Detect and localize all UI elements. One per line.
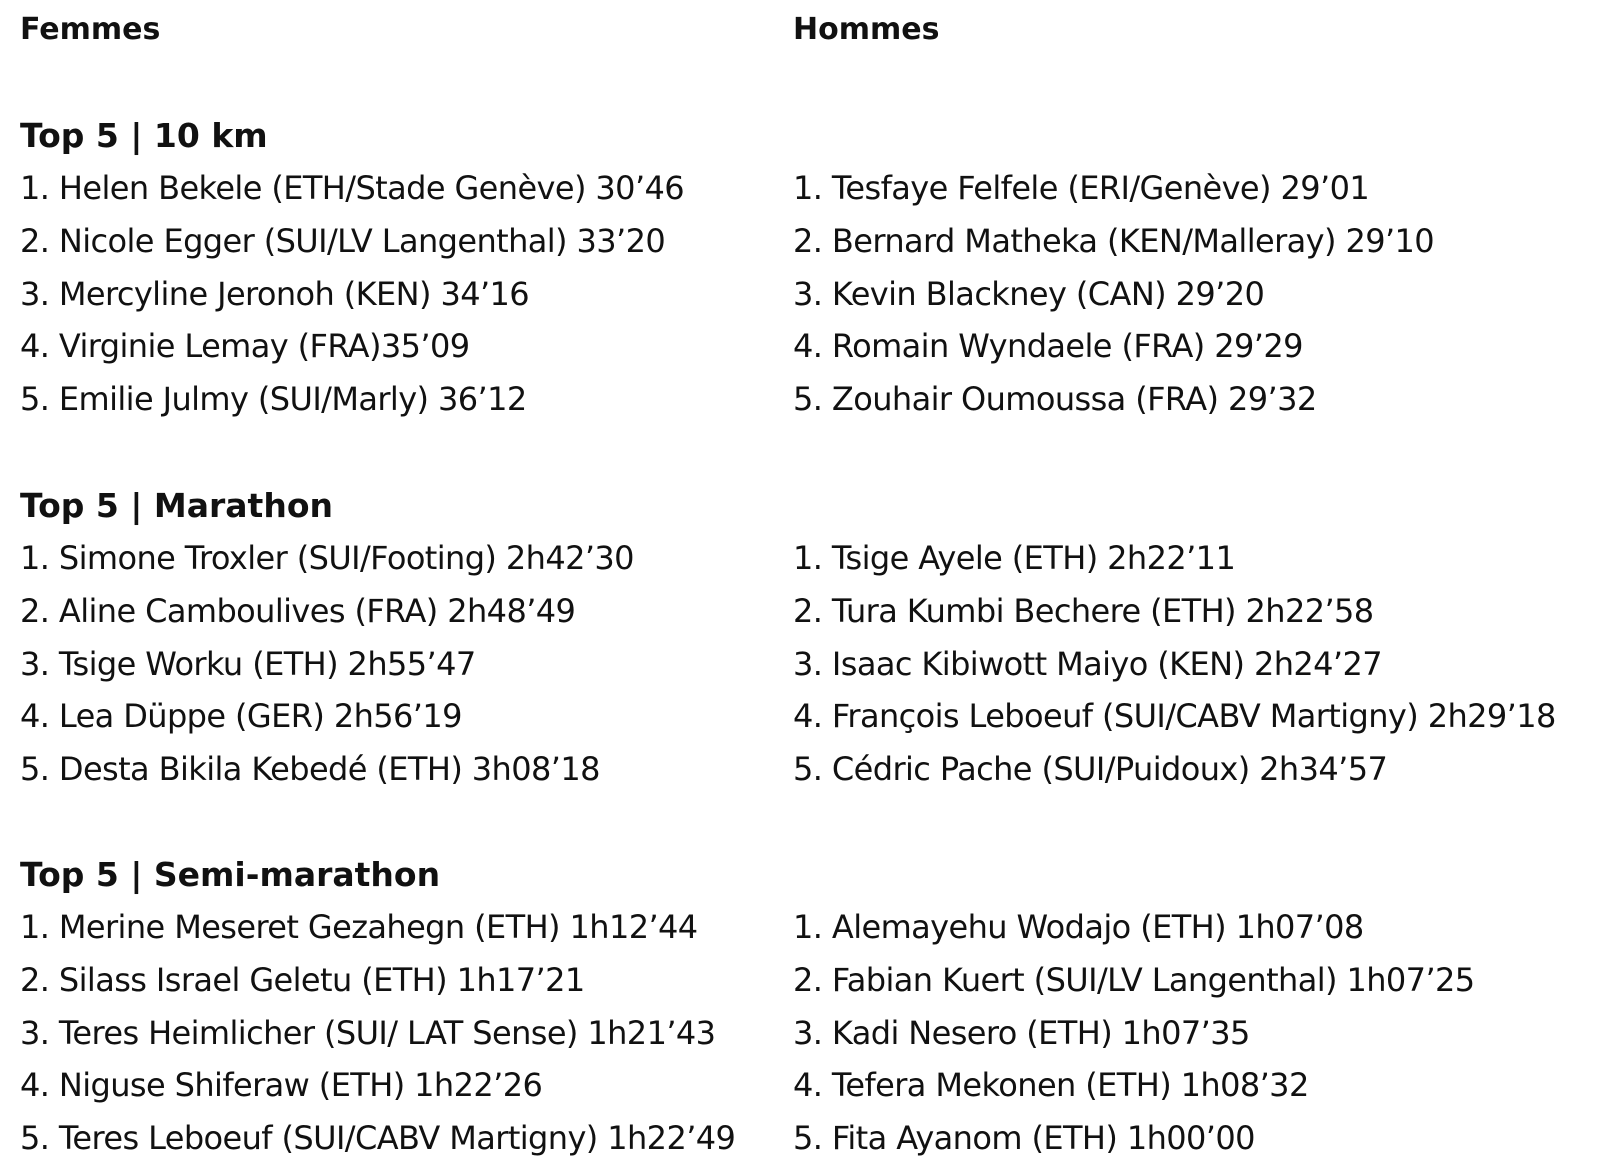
result-entry: 1. Merine Meseret Gezahegn (ETH) 1h12’44 xyxy=(20,908,698,946)
result-entry: 4. François Leboeuf (SUI/CABV Martigny) 2h29’18 xyxy=(793,697,1556,736)
result-entry: 5. Zouhair Oumoussa (FRA) 29’32 xyxy=(793,380,1317,419)
section-title-10km: Top 5 | 10 km xyxy=(20,116,268,155)
result-entry: 1. Tsige Ayele (ETH) 2h22’11 xyxy=(793,539,1236,577)
result-entry: 2. Bernard Matheka (KEN/Malleray) 29’10 xyxy=(793,221,1435,260)
result-entry: 3. Mercyline Jeronoh (KEN) 34’16 xyxy=(20,274,530,313)
result-entry: 2. Silass Israel Geletu (ETH) 1h17’21 xyxy=(20,960,585,999)
men-10km-results xyxy=(793,162,1434,426)
result-entry: 2. Tura Kumbi Bechere (ETH) 2h22’58 xyxy=(793,591,1374,630)
result-entry: 2. Aline Camboulives (FRA) 2h48’49 xyxy=(20,591,576,630)
men-marathon-results xyxy=(793,532,1556,796)
result-entry: 1. Tesfaye Felfele (ERI/Genève) 29’01 xyxy=(793,169,1370,207)
women-marathon-results xyxy=(20,532,634,796)
section-title-marathon: Top 5 | Marathon xyxy=(20,486,333,525)
result-entry: 5. Emilie Julmy (SUI/Marly) 36’12 xyxy=(20,380,527,419)
result-entry: 4. Niguse Shiferaw (ETH) 1h22’26 xyxy=(20,1066,543,1105)
result-entry: 3. Tsige Worku (ETH) 2h55’47 xyxy=(20,644,476,683)
result-entry: 2. Nicole Egger (SUI/LV Langenthal) 33’20 xyxy=(20,221,666,260)
result-entry: 1. Helen Bekele (ETH/Stade Genève) 30’46 xyxy=(20,169,685,207)
result-entry: 3. Kevin Blackney (CAN) 29’20 xyxy=(793,274,1265,313)
result-entry: 4. Virginie Lemay (FRA)35’09 xyxy=(20,327,470,366)
men-semi-marathon-results xyxy=(793,901,1475,1165)
result-entry: 5. Teres Leboeuf (SUI/CABV Martigny) 1h22’49 xyxy=(20,1119,736,1158)
result-entry: 5. Fita Ayanom (ETH) 1h00’00 xyxy=(793,1119,1255,1158)
result-entry: 5. Desta Bikila Kebedé (ETH) 3h08’18 xyxy=(20,750,600,789)
result-entry: 5. Cédric Pache (SUI/Puidoux) 2h34’57 xyxy=(793,750,1388,789)
result-entry: 4. Romain Wyndaele (FRA) 29’29 xyxy=(793,327,1303,366)
result-entry: 3. Kadi Nesero (ETH) 1h07’35 xyxy=(793,1013,1250,1052)
result-entry: 4. Lea Düppe (GER) 2h56’19 xyxy=(20,697,462,736)
women-semi-marathon-results xyxy=(20,901,735,1165)
women-10km-results xyxy=(20,162,684,426)
result-entry: 3. Isaac Kibiwott Maiyo (KEN) 2h24’27 xyxy=(793,644,1383,683)
result-entry: 1. Simone Troxler (SUI/Footing) 2h42’30 xyxy=(20,539,634,577)
result-entry: 3. Teres Heimlicher (SUI/ LAT Sense) 1h21’43 xyxy=(20,1013,716,1052)
women-header: Femmes xyxy=(20,12,161,47)
result-entry: 2. Fabian Kuert (SUI/LV Langenthal) 1h07’25 xyxy=(793,960,1475,999)
men-header: Hommes xyxy=(793,12,940,47)
result-entry: 1. Alemayehu Wodajo (ETH) 1h07’08 xyxy=(793,908,1364,946)
result-entry: 4. Tefera Mekonen (ETH) 1h08’32 xyxy=(793,1066,1309,1105)
section-title-semi-marathon: Top 5 | Semi-marathon xyxy=(20,855,441,894)
